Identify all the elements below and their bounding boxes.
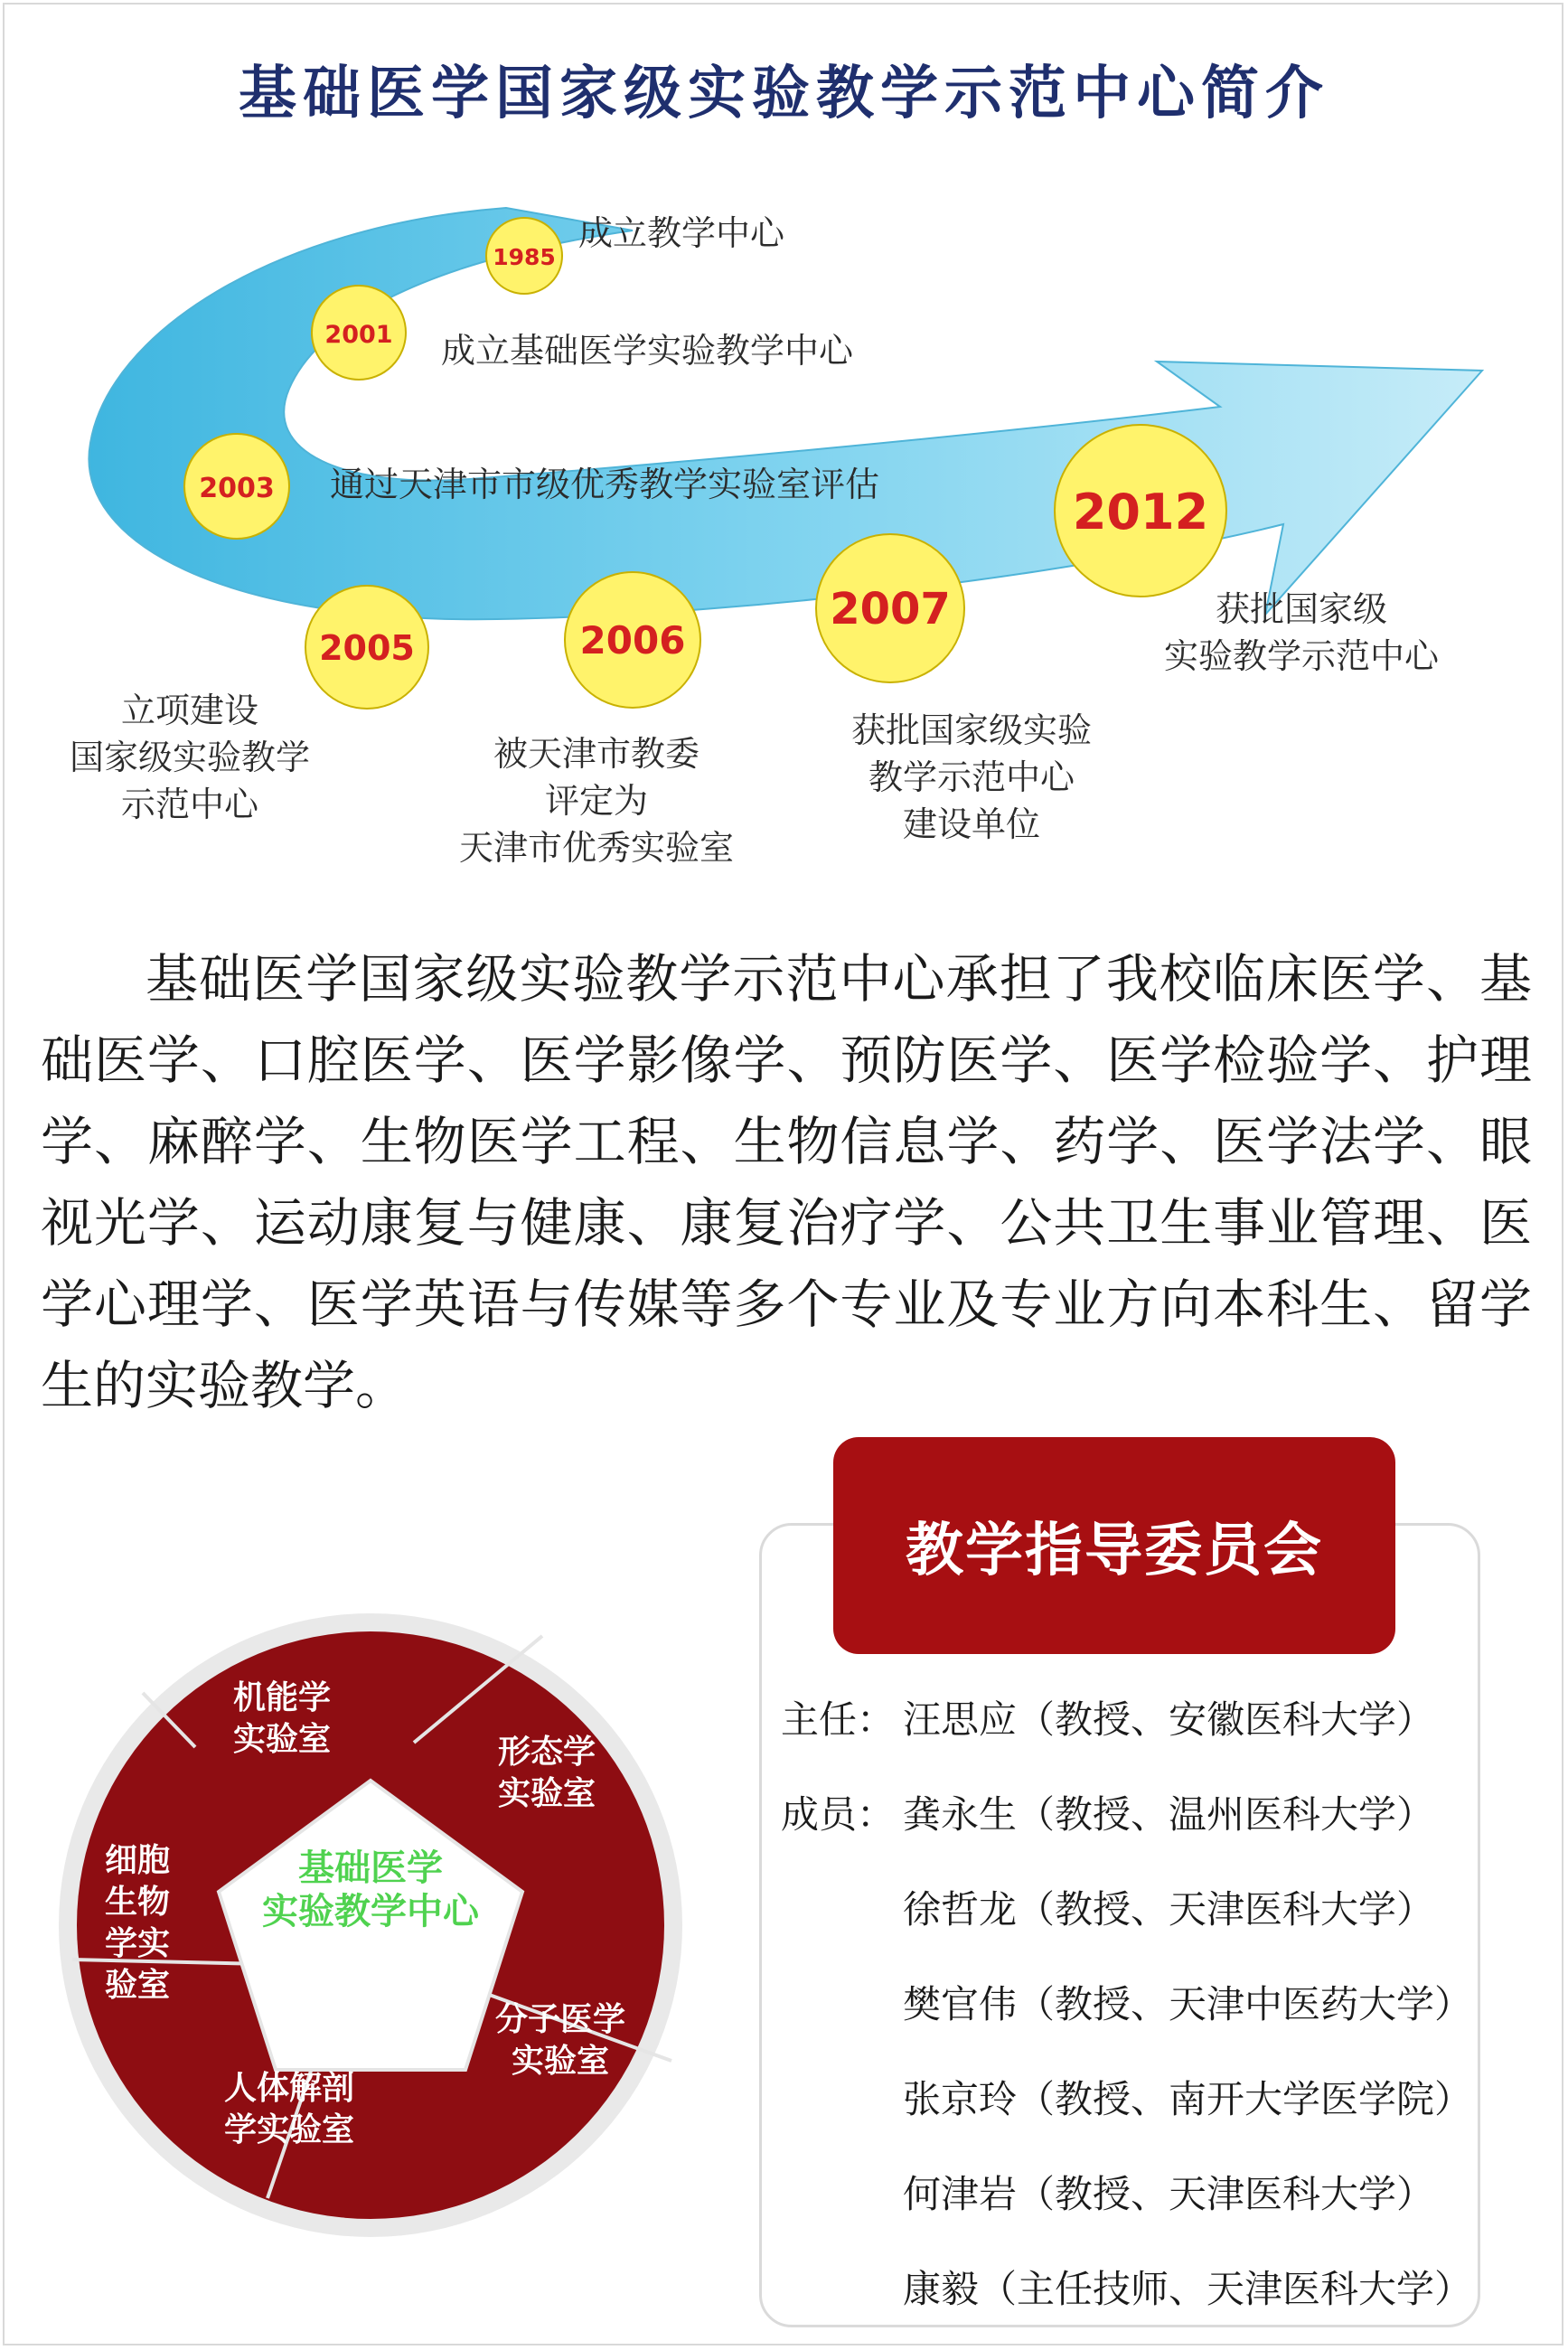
- year-2001: 2001: [324, 321, 393, 349]
- member-name: 龚永生（教授、温州医科大学）: [903, 1792, 1435, 1837]
- event-label-2012: 获批国家级 实验教学示范中心: [1163, 589, 1439, 676]
- year-2005: 2005: [319, 628, 415, 668]
- lab-cell-biology-line-4: 验室: [104, 1966, 171, 2004]
- milestone-2001: [312, 286, 406, 380]
- lab-molecular-line-2: 实验室: [511, 2042, 610, 2080]
- core-label-line-1: 基础医学: [298, 1847, 443, 1889]
- core-label-line-2: 实验教学中心: [262, 1890, 479, 1932]
- member-row: [781, 2260, 1472, 2314]
- intro-paragraph: 基础医学国家级实验教学示范中心承担了我校临床医学、基础医学、口腔医学、医学影像学、预防医学、医学检验学、护理学、麻醉学、生物医学工程、生物信息学、药学、医学法学、眼视光学、运动康复与健康、康复治疗学、公共卫生事业管理、医学心理学、医学英语与传媒等多个专业及专业方向本科生、留学生的实验教学。: [41, 948, 1532, 1416]
- lab-molecular-line-1: 分子医学: [494, 2000, 626, 2038]
- lab-cell-biology-line-2: 生物: [104, 1883, 171, 1921]
- lab-physiology-line-2: 实验室: [232, 1720, 332, 1758]
- year-2006: 2006: [579, 618, 686, 663]
- member-row: [781, 2070, 1472, 2124]
- lab-physiology-line-1: 机能学: [232, 1678, 332, 1716]
- page-title: 基础医学国家级实验教学示范中心简介: [239, 61, 1329, 127]
- event-label-2006: 被天津市教委 评定为 天津市优秀实验室: [458, 734, 734, 868]
- year-2007: 2007: [830, 584, 951, 634]
- timeline-arrow: [89, 208, 1482, 619]
- member-name: 汪思应（教授、安徽医科大学）: [903, 1697, 1435, 1742]
- milestone-2006: [565, 572, 700, 708]
- event-label-2005: 立项建设 国家级实验教学 示范中心: [69, 691, 310, 824]
- lab-structure-diagram: [54, 1609, 687, 2242]
- member-name: 徐哲龙（教授、天津医科大学）: [903, 1887, 1435, 1932]
- lab-morphology-line-2: 实验室: [497, 1774, 596, 1812]
- member-name: 樊官伟（教授、天津中医药大学）: [903, 1982, 1473, 2026]
- lab-anatomy-line-1: 人体解剖: [223, 2069, 355, 2107]
- milestone-2007: [816, 534, 964, 682]
- year-2012: 2012: [1072, 484, 1209, 540]
- event-label-2001: 成立基础医学实验教学中心: [441, 331, 854, 371]
- committee-title: 教学指导委员会: [833, 1437, 1395, 1654]
- lab-morphology-line-1: 形态学: [497, 1733, 596, 1771]
- milestone-2012: [1055, 425, 1226, 597]
- milestone-2003: [184, 434, 289, 539]
- member-name: 何津岩（教授、天津医科大学）: [903, 2172, 1435, 2216]
- member-name: 康毅（主任技师、天津医科大学）: [903, 2267, 1473, 2311]
- member-row-chair: [781, 1690, 1434, 1744]
- member-role: 成员：: [781, 1792, 896, 1837]
- member-role: 主任：: [781, 1697, 896, 1742]
- year-2003: 2003: [199, 473, 275, 504]
- member-row: [781, 1975, 1472, 2029]
- year-1985: 1985: [493, 244, 556, 270]
- lab-cell-biology-line-3: 学实: [104, 1924, 171, 1962]
- event-label-2007: 获批国家级实验 教学示范中心 建设单位: [850, 710, 1092, 844]
- lab-cell-biology-line-1: 细胞: [104, 1841, 171, 1879]
- member-row: [781, 1785, 1434, 1839]
- lab-anatomy-line-2: 学实验室: [223, 2110, 355, 2148]
- member-row: [781, 2165, 1434, 2219]
- member-name: 张京玲（教授、南开大学医学院）: [903, 2077, 1473, 2121]
- event-label-1985: 成立教学中心: [578, 213, 785, 253]
- milestone-1985: [486, 218, 562, 294]
- event-label-2003: 通过天津市市级优秀教学实验室评估: [330, 465, 880, 504]
- member-row: [781, 1880, 1434, 1934]
